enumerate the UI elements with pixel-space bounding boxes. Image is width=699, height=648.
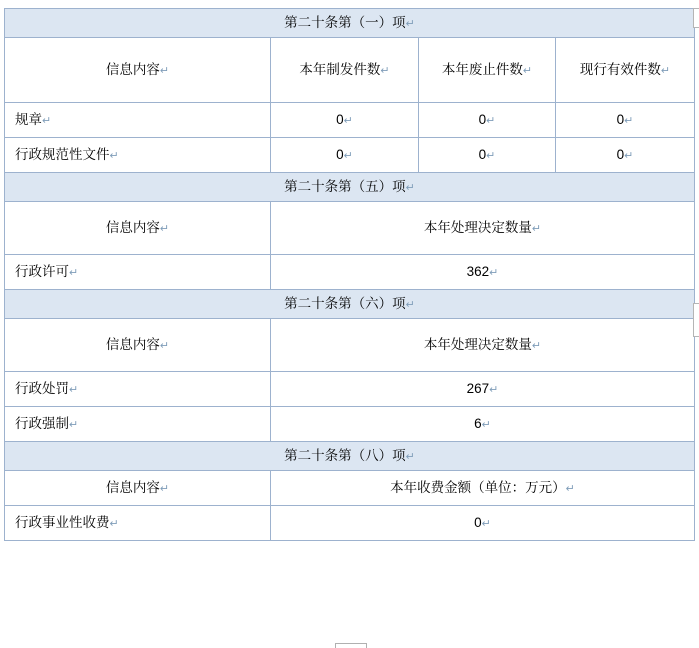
cell-value <box>271 103 419 138</box>
cell-text: 362 <box>466 264 490 280</box>
paragraph-mark-icon: ↵ <box>660 65 671 78</box>
section-title-4-text: 第二十条第（八）项 <box>284 448 406 464</box>
header-label: 本年处理决定数量 <box>423 337 532 353</box>
paragraph-mark-icon: ↵ <box>405 299 415 312</box>
paragraph-mark-icon: ↵ <box>624 150 634 163</box>
row-label: 行政事业性收费 <box>15 515 110 531</box>
cell-value <box>271 372 695 407</box>
row-label: 行政处罚 <box>15 381 69 397</box>
paragraph-mark-icon: ↵ <box>343 115 353 128</box>
page-bottom-mark <box>335 643 367 648</box>
header-label: 信息内容 <box>105 62 160 78</box>
paragraph-mark-icon: ↵ <box>69 267 79 280</box>
paragraph-mark-icon: ↵ <box>522 65 533 78</box>
paragraph-mark-icon: ↵ <box>489 384 499 397</box>
paragraph-mark-icon: ↵ <box>159 223 170 236</box>
header-label: 信息内容 <box>105 220 160 236</box>
table-header-row-2 <box>5 202 695 255</box>
paragraph-mark-icon: ↵ <box>109 150 119 163</box>
header-label: 本年制发件数 <box>299 62 381 78</box>
cell-text: 6 <box>474 416 482 432</box>
header-cell-info-content-2 <box>5 202 271 255</box>
paragraph-mark-icon: ↵ <box>531 340 542 353</box>
header-label: 本年处理决定数量 <box>423 220 532 236</box>
cell-text: 0 <box>616 147 625 163</box>
section-title-3-text: 第二十条第（六）项 <box>284 296 406 312</box>
section-title-row <box>5 442 695 471</box>
paragraph-mark-icon: ↵ <box>489 267 499 280</box>
header-cell-valid-count <box>556 38 695 103</box>
cell-value <box>271 506 695 541</box>
table-row <box>5 407 695 442</box>
page-edge-mark-middle <box>693 303 699 337</box>
paragraph-mark-icon: ↵ <box>69 384 79 397</box>
header-cell-decision-count-3 <box>271 319 695 372</box>
header-label: 现行有效件数 <box>579 62 661 78</box>
row-label-administrative-coercion <box>5 407 271 442</box>
cell-value <box>419 103 556 138</box>
section-title-4 <box>5 442 695 471</box>
section-title-2 <box>5 173 695 202</box>
header-cell-fee-amount <box>271 471 695 506</box>
header-cell-abolished-count <box>419 38 556 103</box>
cell-value <box>271 255 695 290</box>
section-title-1 <box>5 9 695 38</box>
paragraph-mark-icon: ↵ <box>405 18 415 31</box>
header-cell-info-content-3 <box>5 319 271 372</box>
paragraph-mark-icon: ↵ <box>69 419 79 432</box>
table-row <box>5 372 695 407</box>
header-cell-issued-count <box>271 38 419 103</box>
row-label: 行政规范性文件 <box>15 147 110 163</box>
section-title-row <box>5 290 695 319</box>
row-label: 行政许可 <box>15 264 69 280</box>
paragraph-mark-icon: ↵ <box>380 65 390 78</box>
paragraph-mark-icon: ↵ <box>405 451 415 464</box>
cell-text: 0 <box>336 147 344 163</box>
document-page <box>0 8 699 648</box>
paragraph-mark-icon: ↵ <box>486 150 496 163</box>
section-title-row <box>5 9 695 38</box>
paragraph-mark-icon: ↵ <box>531 223 542 236</box>
row-label-administrative-fees <box>5 506 271 541</box>
row-label-administrative-penalty <box>5 372 271 407</box>
paragraph-mark-icon: ↵ <box>481 518 491 531</box>
table-row <box>5 138 695 173</box>
cell-value <box>556 103 695 138</box>
header-cell-decision-count-2 <box>271 202 695 255</box>
cell-value <box>271 407 695 442</box>
row-label: 规章 <box>15 112 42 128</box>
page-edge-mark-top <box>693 8 699 28</box>
header-label: 本年废止件数 <box>441 62 523 78</box>
paragraph-mark-icon: ↵ <box>405 182 415 195</box>
row-label-administrative-license <box>5 255 271 290</box>
header-cell-info-content-4 <box>5 471 271 506</box>
section-title-row <box>5 173 695 202</box>
section-title-2-text: 第二十条第（五）项 <box>284 179 406 195</box>
header-label: 信息内容 <box>105 337 160 353</box>
table-row <box>5 506 695 541</box>
row-label-normative-documents <box>5 138 271 173</box>
table-header-row-4 <box>5 471 695 506</box>
cell-text: 0 <box>478 112 487 128</box>
paragraph-mark-icon: ↵ <box>486 115 496 128</box>
table-row <box>5 255 695 290</box>
paragraph-mark-icon: ↵ <box>159 340 170 353</box>
paragraph-mark-icon: ↵ <box>42 115 52 128</box>
cell-text: 0 <box>474 515 482 531</box>
table-row <box>5 103 695 138</box>
header-label: 本年收费金额（单位：万元） <box>390 480 566 496</box>
row-label-regulations <box>5 103 271 138</box>
header-label: 信息内容 <box>105 480 160 496</box>
paragraph-mark-icon: ↵ <box>159 65 170 78</box>
government-disclosure-table <box>4 8 695 541</box>
cell-value <box>271 138 419 173</box>
section-title-1-text: 第二十条第（一）项 <box>284 15 406 31</box>
cell-value <box>556 138 695 173</box>
paragraph-mark-icon: ↵ <box>343 150 353 163</box>
cell-value <box>419 138 556 173</box>
paragraph-mark-icon: ↵ <box>481 419 491 432</box>
cell-text: 0 <box>336 112 344 128</box>
cell-text: 0 <box>478 147 487 163</box>
paragraph-mark-icon: ↵ <box>159 483 170 496</box>
paragraph-mark-icon: ↵ <box>624 115 634 128</box>
table-header-row-3 <box>5 319 695 372</box>
cell-text: 267 <box>466 381 490 397</box>
row-label: 行政强制 <box>15 416 69 432</box>
header-cell-info-content-1 <box>5 38 271 103</box>
paragraph-mark-icon: ↵ <box>565 483 575 496</box>
paragraph-mark-icon: ↵ <box>109 518 119 531</box>
section-title-3 <box>5 290 695 319</box>
cell-text: 0 <box>616 112 625 128</box>
table-header-row-1 <box>5 38 695 103</box>
